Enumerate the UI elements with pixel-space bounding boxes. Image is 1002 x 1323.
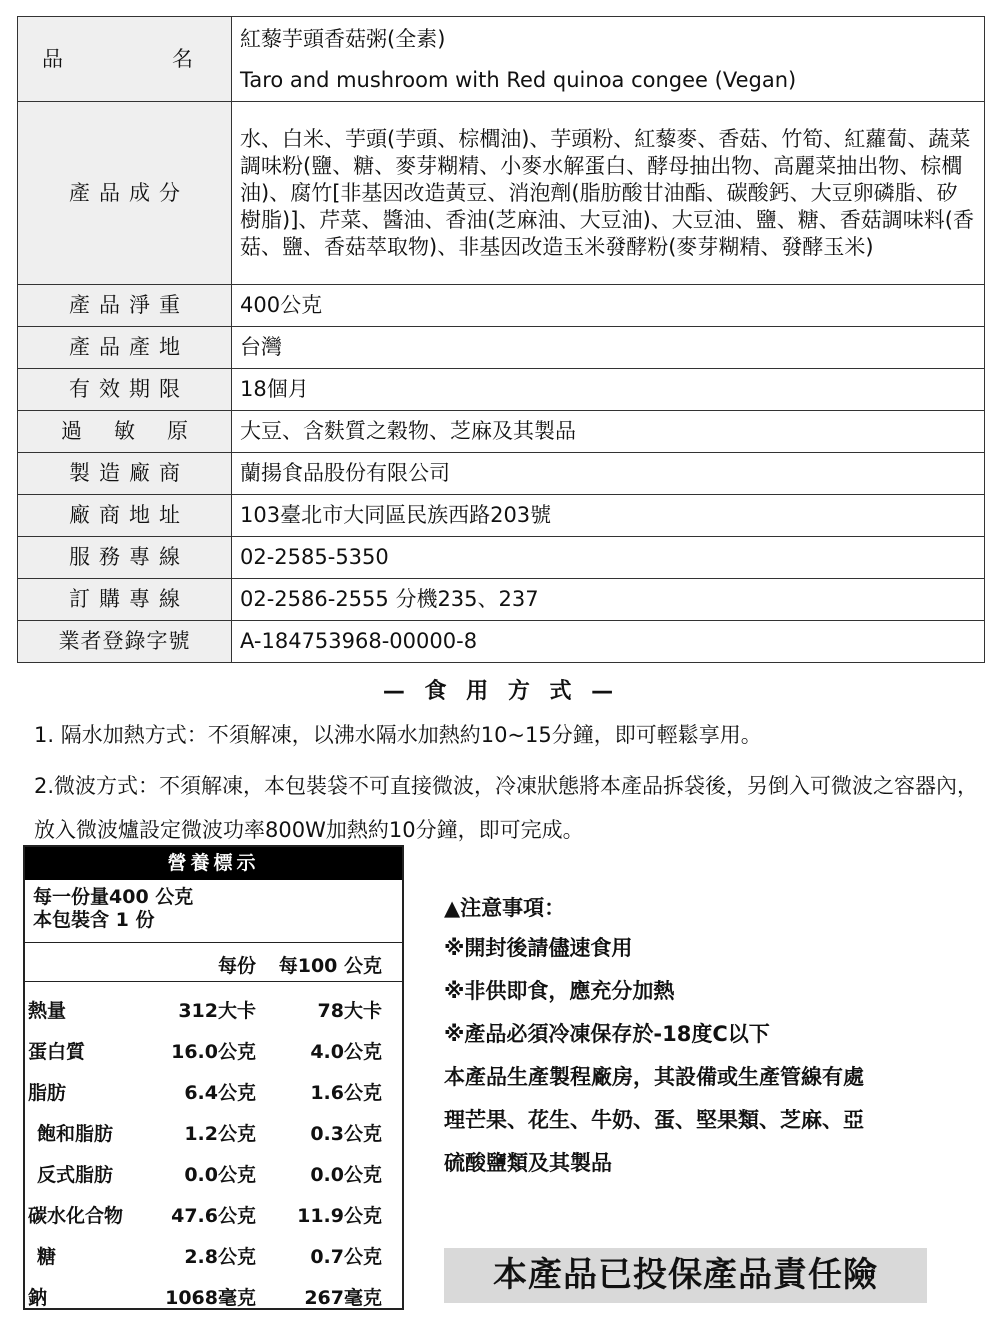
- nutrient-per-100g: 0.3公克: [310, 1123, 382, 1145]
- value-service-line: 02-2585-5350: [232, 537, 985, 579]
- col-per-100g: 每100 公克: [278, 955, 382, 977]
- nutrient-per-100g: 11.9公克: [297, 1205, 382, 1227]
- nutrition-row-protein: [25, 1027, 402, 1068]
- nutrient-name: 鈉: [28, 1287, 48, 1309]
- insurance-banner: 本產品已投保產品責任險: [444, 1248, 927, 1303]
- nutrient-name: 脂肪: [28, 1082, 67, 1104]
- row-product-name: [18, 17, 985, 102]
- nutrient-per-serving: 0.0公克: [184, 1164, 256, 1186]
- serving-info: [25, 880, 402, 943]
- nutrition-row-sugar: [25, 1232, 402, 1273]
- nutrient-per-100g: 267毫克: [304, 1287, 382, 1309]
- value-registration: A-184753968-00000-8: [232, 621, 985, 663]
- usage-title: — 食 用 方 式 —: [382, 679, 620, 704]
- value-net-weight: 400公克: [232, 285, 985, 327]
- row-net-weight: [18, 285, 985, 327]
- row-origin: [18, 327, 985, 369]
- nutrient-per-serving: 47.6公克: [171, 1205, 256, 1227]
- notes-title: ▲注意事項：: [444, 896, 566, 920]
- nutrient-per-serving: 2.8公克: [184, 1246, 256, 1268]
- row-allergens: [18, 411, 985, 453]
- nutrient-per-serving: 16.0公克: [171, 1041, 256, 1063]
- nutrition-row-fat: [25, 1068, 402, 1109]
- nutrient-per-100g: 78大卡: [317, 1000, 382, 1022]
- label-name-char-2: 名: [172, 46, 193, 71]
- value-allergens: 大豆、含麩質之穀物、芝麻及其製品: [232, 411, 985, 453]
- note-line: 本產品生產製程廠房，其設備或生產管線有處: [444, 1065, 864, 1089]
- nutrient-name: 蛋白質: [28, 1041, 86, 1063]
- label-manufacturer: 製造廠商: [18, 453, 232, 495]
- nutrient-per-100g: 0.0公克: [310, 1164, 382, 1186]
- col-per-serving: 每份: [217, 955, 256, 977]
- value-shelf-life: 18個月: [232, 369, 985, 411]
- row-manufacturer: [18, 453, 985, 495]
- label-registration: 業者登錄字號: [18, 621, 232, 663]
- value-manufacturer: 蘭揚食品股份有限公司: [232, 453, 985, 495]
- row-shelf-life: [18, 369, 985, 411]
- row-address: [18, 495, 985, 537]
- nutrient-per-100g: 1.6公克: [310, 1082, 382, 1104]
- nutrient-per-serving: 6.4公克: [184, 1082, 256, 1104]
- nutrient-per-100g: 0.7公克: [310, 1246, 382, 1268]
- nutrition-row-carbohydrate: [25, 1191, 402, 1232]
- product-name-en: Taro and mushroom with Red quinoa congee (Vegan): [240, 68, 797, 92]
- nutrient-per-serving: 1.2公克: [184, 1123, 256, 1145]
- nutrient-name: 反式脂肪: [37, 1164, 114, 1186]
- label-shelf-life: 有效期限: [18, 369, 232, 411]
- nutrient-per-serving: 312大卡: [178, 1000, 256, 1022]
- note-line: 硫酸鹽類及其製品: [444, 1151, 612, 1175]
- nutrient-per-100g: 4.0公克: [310, 1041, 382, 1063]
- label-ingredients: 產品成分: [18, 102, 232, 285]
- nutrient-name: 糖: [37, 1246, 57, 1268]
- nutrition-title: 營養標示: [25, 847, 402, 880]
- serving-size: 每一份量400 公克: [33, 886, 194, 908]
- label-origin: 產品產地: [18, 327, 232, 369]
- nutrition-facts-box: [23, 845, 404, 1310]
- label-net-weight: 產品淨重: [18, 285, 232, 327]
- product-info-table: [17, 16, 985, 663]
- note-line: ※開封後請儘速食用: [444, 936, 633, 960]
- nutrition-header-row: [25, 943, 402, 982]
- value-product-name: [232, 17, 985, 102]
- product-name-zh: 紅藜芋頭香菇粥(全素): [240, 27, 446, 51]
- value-address: 103臺北市大同區民族西路203號: [232, 495, 985, 537]
- nutrient-name: 碳水化合物: [28, 1205, 124, 1227]
- note-line: ※非供即食，應充分加熱: [444, 979, 675, 1003]
- usage-method-2: 2.微波方式：不須解凍，本包裝袋不可直接微波，冷凍狀態將本產品拆袋後，另倒入可微波之容器內，放入微波爐設定微波功率800W加熱約10分鐘，即可完成。: [34, 774, 979, 842]
- value-origin: 台灣: [232, 327, 985, 369]
- nutrient-per-serving: 1068毫克: [165, 1287, 256, 1309]
- row-order-line: [18, 579, 985, 621]
- nutrition-row-saturated-fat: [25, 1109, 402, 1150]
- note-line: 理芒果、花生、牛奶、蛋、堅果類、芝麻、亞: [444, 1108, 864, 1132]
- nutrient-name: 飽和脂肪: [37, 1123, 114, 1145]
- label-name-char-1: 品: [42, 46, 63, 71]
- notes-section: [444, 893, 964, 1191]
- row-ingredients: [18, 102, 985, 285]
- row-registration: [18, 621, 985, 663]
- label-service-line: 服務專線: [18, 537, 232, 579]
- row-service-line: [18, 537, 985, 579]
- label-product-name: [18, 17, 232, 102]
- nutrient-name: 熱量: [28, 1000, 67, 1022]
- label-address: 廠商地址: [18, 495, 232, 537]
- usage-method-1: 1. 隔水加熱方式：不須解凍，以沸水隔水加熱約10~15分鐘，即可輕鬆享用。: [34, 723, 762, 747]
- nutrition-row-calories: [25, 986, 402, 1027]
- note-line: ※產品必須冷凍保存於-18度C以下: [444, 1022, 770, 1046]
- servings-per-package: 本包裝含 1 份: [33, 909, 155, 931]
- nutrition-row-trans-fat: [25, 1150, 402, 1191]
- value-order-line: 02-2586-2555 分機235、237: [232, 579, 985, 621]
- label-allergens: 過敏原: [18, 411, 232, 453]
- value-ingredients: 水、白米、芋頭(芋頭、棕櫚油)、芋頭粉、紅藜麥、香菇、竹筍、紅蘿蔔、蔬菜調味粉(鹽、糖、麥芽糊精、小麥水解蛋白、酵母抽出物、高麗菜抽出物、棕櫚油)、腐竹[非基因改造黃豆、消泡劑(脂肪酸甘油酯、碳酸鈣、大豆卵磷脂、矽樹脂)]、芹菜、醬油、香油(芝麻油、大豆油)、大豆油、鹽、糖、香菇調味料(香菇、鹽、香菇萃取物)、非基因改造玉米發酵粉(麥芽糊精、發酵玉米): [232, 102, 985, 285]
- nutrition-row-sodium: [25, 1273, 402, 1314]
- label-order-line: 訂購專線: [18, 579, 232, 621]
